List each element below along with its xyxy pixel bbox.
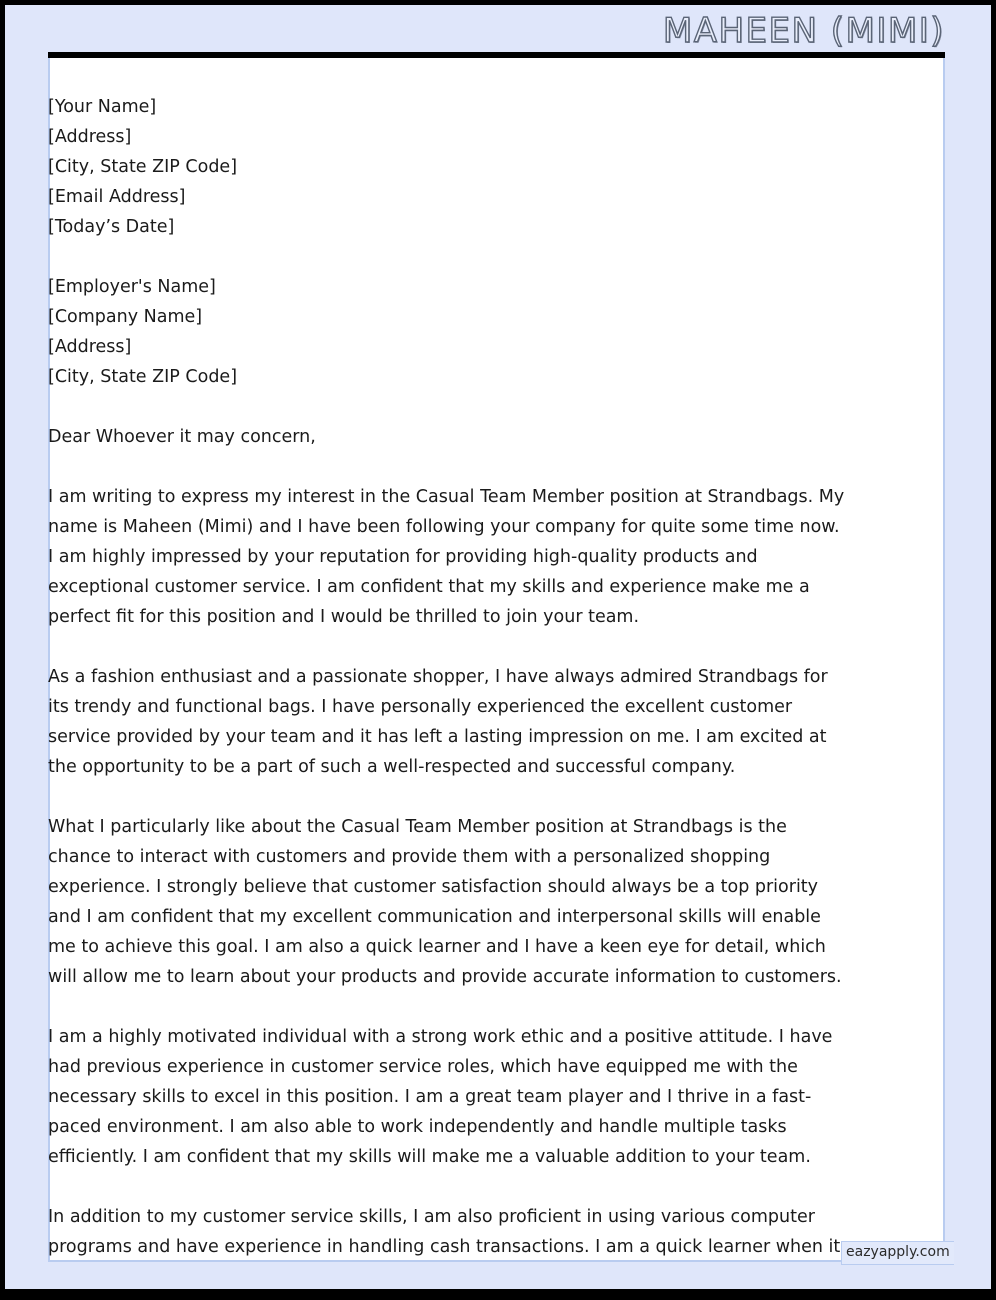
recipient-address-line: [Company Name] [48, 307, 203, 327]
sender-address-line: [City, State ZIP Code] [48, 157, 238, 177]
recipient-address-block [48, 272, 848, 392]
sender-address-line: [Email Address] [48, 187, 186, 207]
document-header [5, 5, 991, 53]
sender-address-line: [Today’s Date] [48, 217, 175, 237]
sender-address-line: [Address] [48, 127, 132, 147]
letter-paragraph: What I particularly like about the Casual Team Member position at Strandbags is the chance to interact with customers and provide them with a personalized shopping experience. I strongly believe that customer satisfaction should always be a top priority and I am confident that my excellent communication and interpersonal skills will enable me to achieve this goal. I am also a quick learner and I have a keen eye for detail, which will allow me to learn about your products and provide accurate information to customers. [48, 817, 842, 987]
letter-paragraph: As a fashion enthusiast and a passionate shopper, I have always admired Strandbags for its trendy and functional bags. I have personally experienced the excellent customer service provided by your team and it has left a lasting impression on me. I am excited at the opportunity to be a part of such a well-respected and successful company. [48, 667, 828, 777]
recipient-address-line: [Employer's Name] [48, 277, 216, 297]
recipient-address-line: [City, State ZIP Code] [48, 367, 238, 387]
sender-address-line: [Your Name] [48, 97, 157, 117]
salutation: Dear Whoever it may concern, [48, 427, 316, 447]
letter-paragraph: In addition to my customer service skills, I am also proficient in using various computer programs and have experience in handling cash transactions. I am a quick learner when it [48, 1207, 841, 1257]
cover-letter-body [48, 92, 848, 1262]
recipient-address-line: [Address] [48, 337, 132, 357]
watermark-label: eazyapply.com [841, 1241, 954, 1265]
sender-address-block [48, 92, 848, 242]
letter-paragraph: I am writing to express my interest in the Casual Team Member position at Strandbags. My name is Maheen (Mimi) and I have been following your company for quite some time now. I am highly impressed by your reputation for providing high-quality products and exceptional customer service. I am confident that my skills and experience make me a perfect fit for this position and I would be thrilled to join your team. [48, 487, 845, 627]
page-title: MAHEEN (MIMI) [662, 11, 945, 51]
letter-paragraph: I am a highly motivated individual with a strong work ethic and a positive attitude. I have had previous experience in customer service roles, which have equipped me with the necessary skills to excel in this position. I am a great team player and I thrive in a fast-paced environment. I am also able to work independently and handle multiple tasks efficiently. I am confident that my skills will make me a valuable addition to your team. [48, 1027, 833, 1167]
